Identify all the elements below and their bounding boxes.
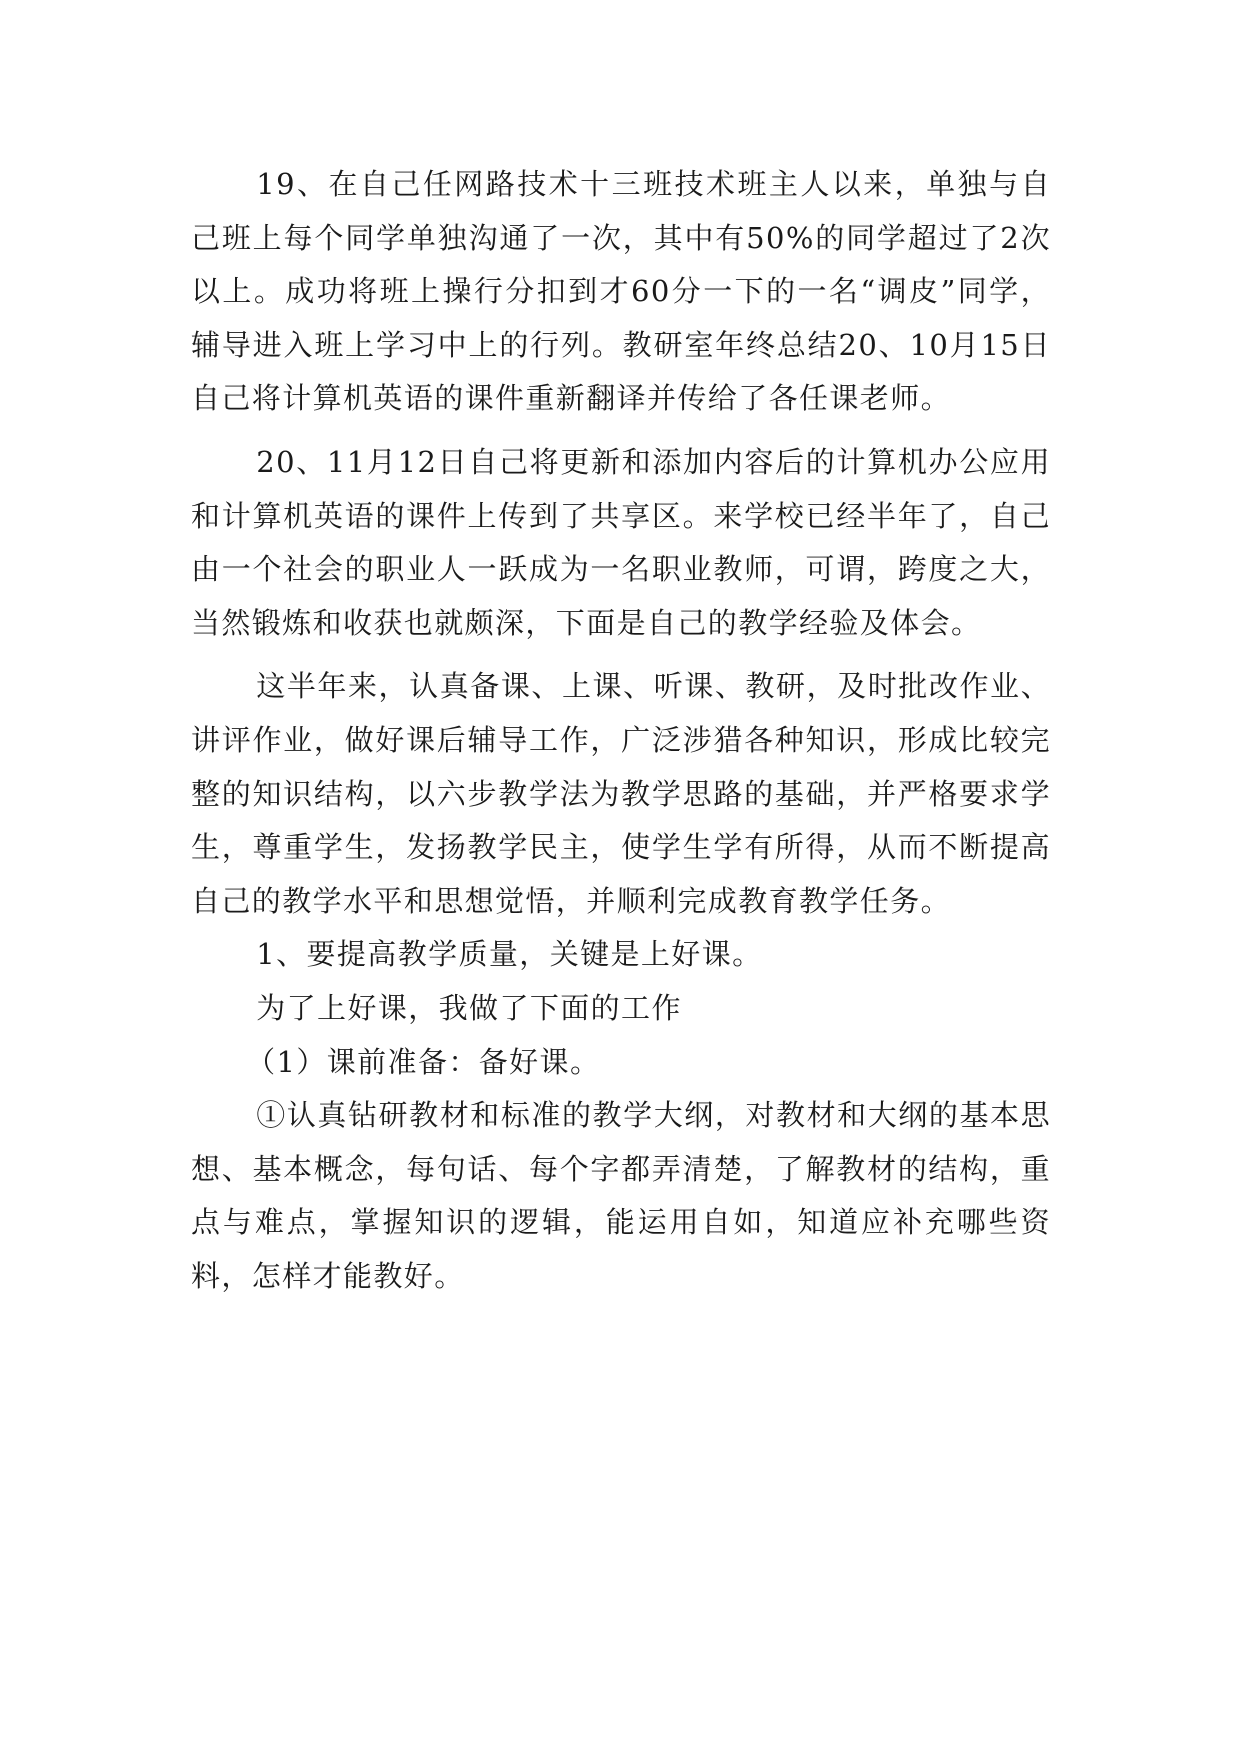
paragraph-half-year-work: 这半年来，认真备课、上课、听课、教研，及时批改作业、讲评作业，做好课后辅导工作，广泛涉猎各种知识，形成比较完整的知识结构，以六步教学法为教学思路的基础，并严格要求学生，尊重学生，发扬教学民主，使学生学有所得，从而不断提高自己的教学水平和思想觉悟，并顺利完成教育教学任务。 [191,669,1051,918]
document-body [191,158,1051,1313]
paragraph-subpoint-circled-1: ①认真钻研教材和标准的教学大纲，对教材和大纲的基本思想、基本概念，每句话、每个字都弄清楚，了解教材的结构，重点与难点，掌握知识的逻辑，能运用自如，知道应补充哪些资料，怎样才能教好。 [191,1098,1051,1293]
paragraph-point-1: 1、要提高教学质量，关键是上好课。 [256,937,763,972]
paragraph-subpoint-1: （1）课前准备：备好课。 [246,1044,601,1079]
paragraph-work-intro: 为了上好课，我做了下面的工作 [256,990,682,1025]
paragraph-courseware-upload: 20、11月12日自己将更新和添加内容后的计算机办公应用和计算机英语的课件上传到了共享区。来学校已经半年了，自己由一个社会的职业人一跃成为一名职业教师，可谓，跨度之大，当然锻炼和收获也就颇深，下面是自己的教学经验及体会。 [191,444,1051,640]
paragraph-class13-summary: 19、在自己任网路技术十三班技术班主人以来，单独与自己班上每个同学单独沟通了一次，其中有50%的同学超过了2次以上。成功将班上操行分扣到才60分一下的一名“调皮”同学，辅导进入班上学习中上的行列。教研室年终总结20、10月15日自己将计算机英语的课件重新翻译并传给了各任课老师。 [191,167,1051,416]
